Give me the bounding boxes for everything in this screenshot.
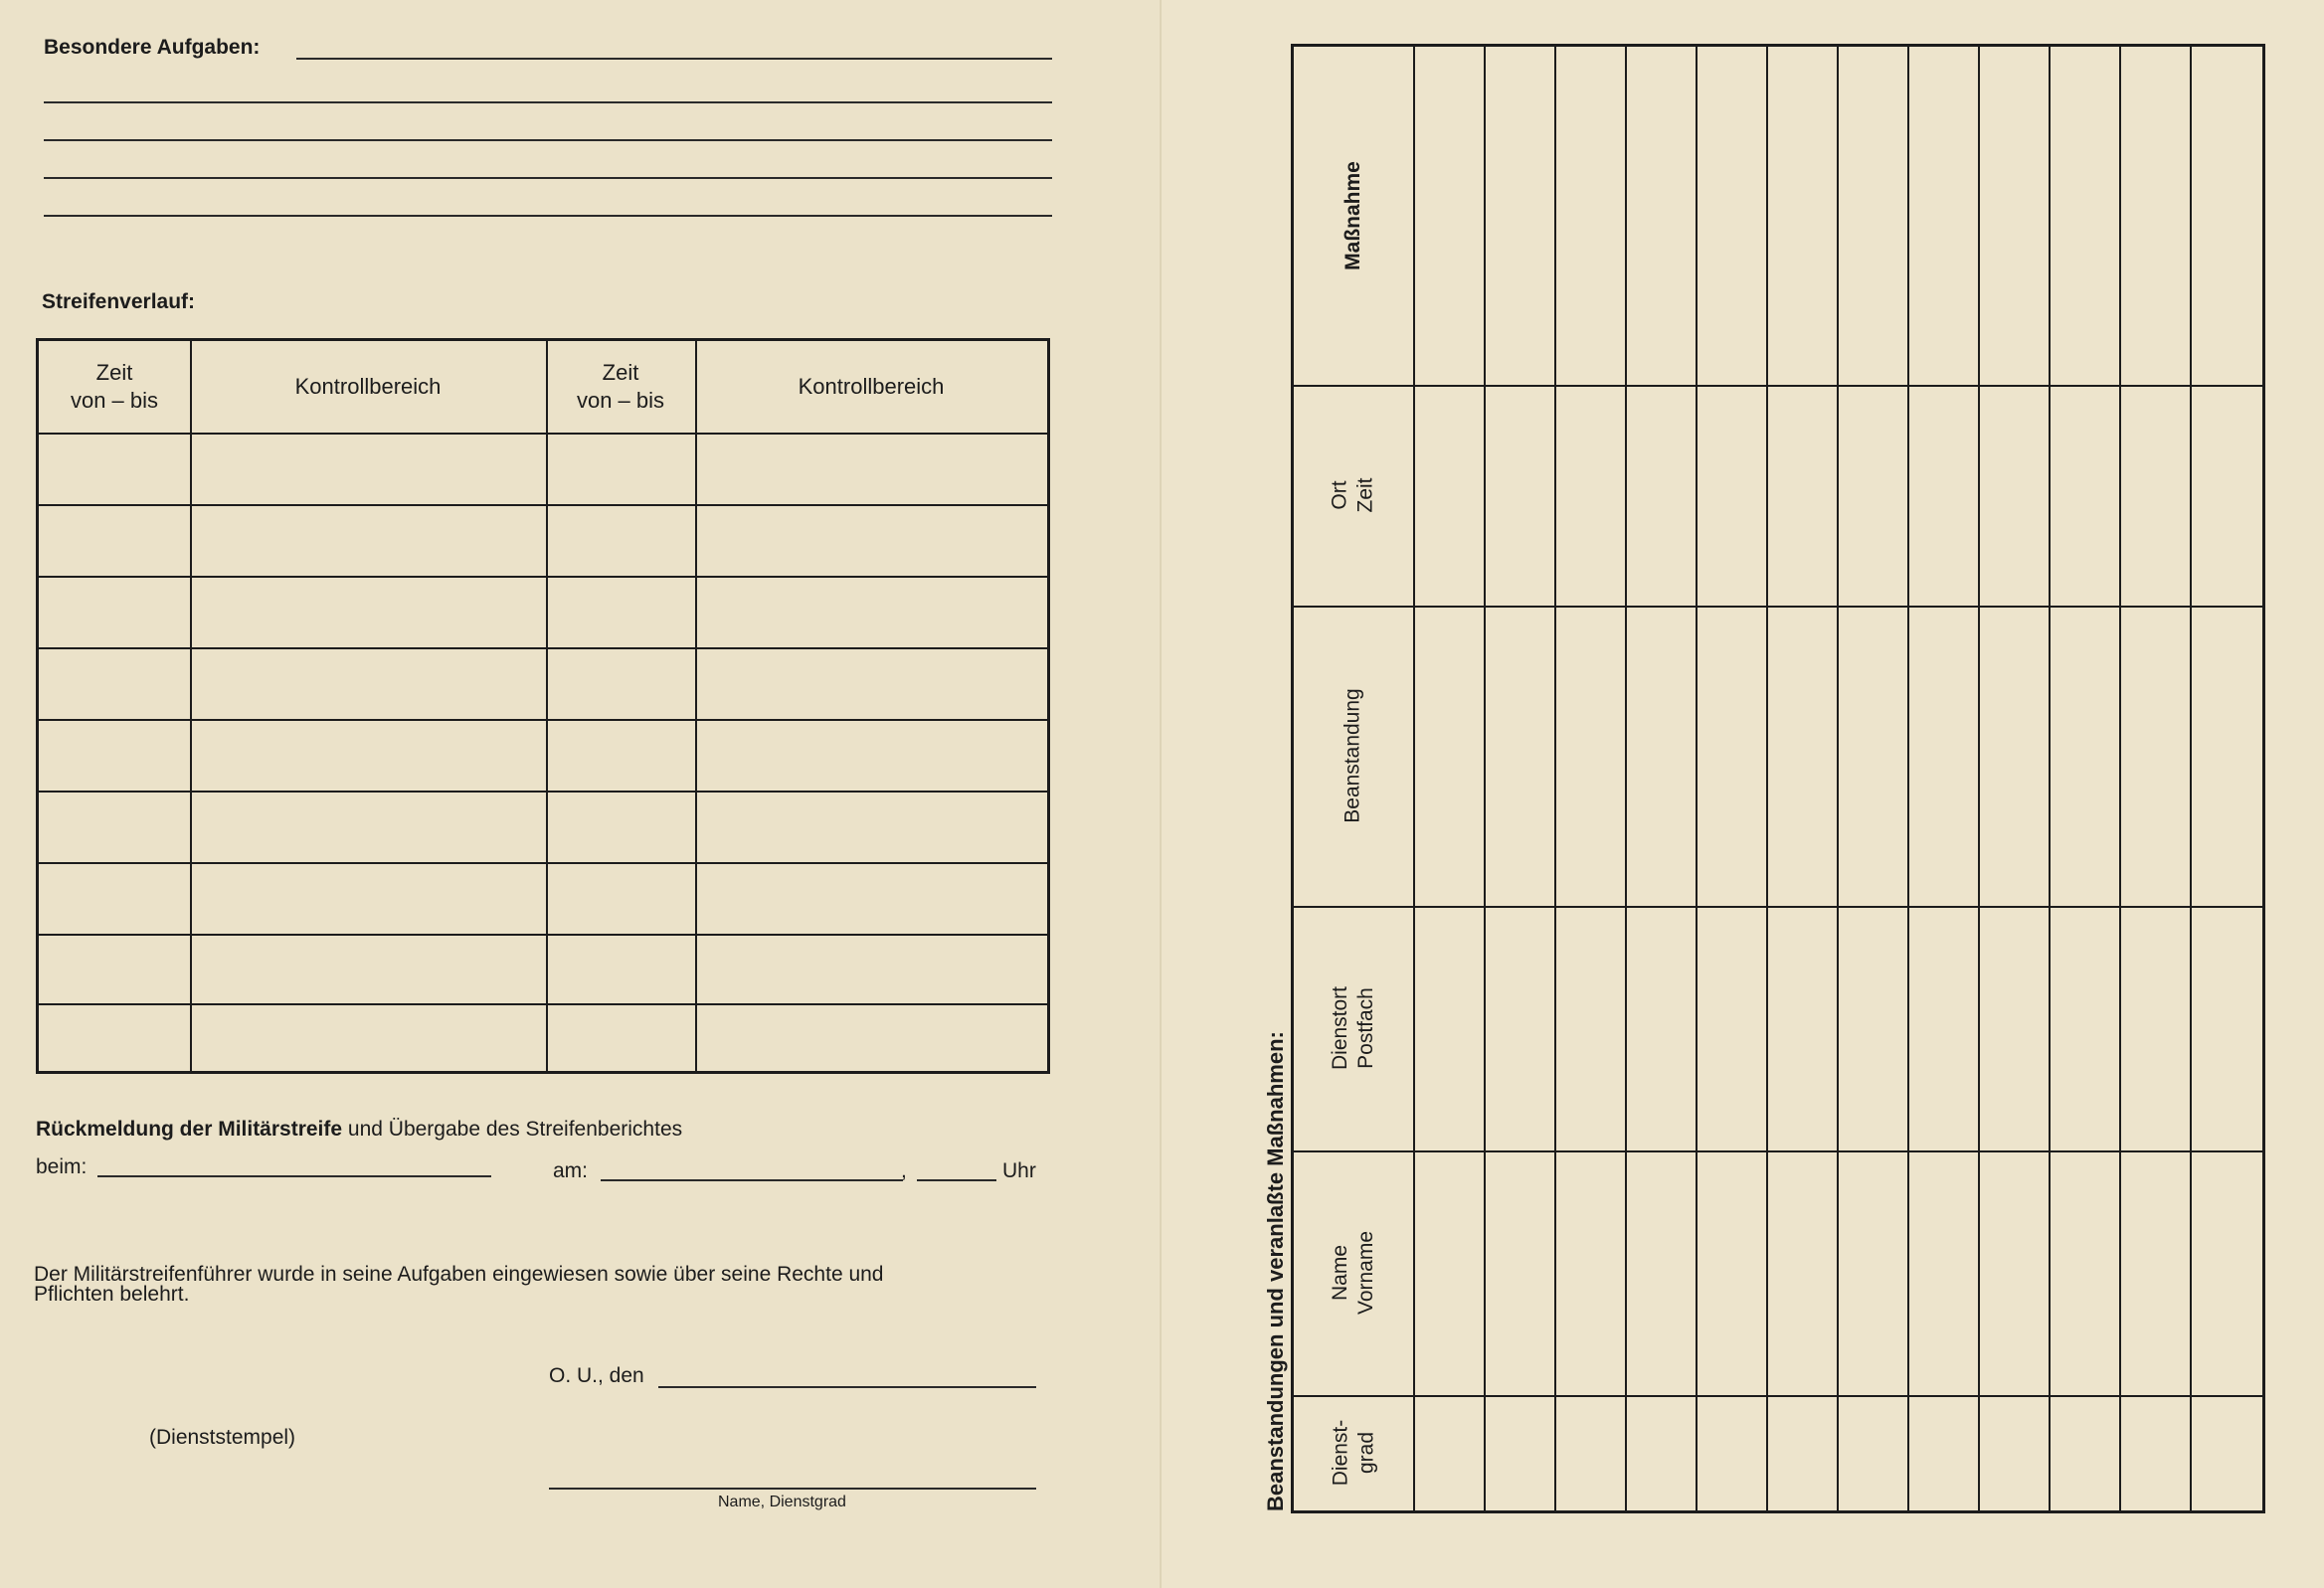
measures-col-divider <box>1766 47 1768 1510</box>
signature-line[interactable] <box>549 1488 1036 1490</box>
report-heading: Rückmeldung der Militärstreife und Übergabe des Streifenberichtes <box>36 1118 683 1141</box>
header-measure: Maßnahme <box>1341 161 1364 270</box>
header-name: Name Vorname <box>1329 1230 1377 1316</box>
signature-caption: Name, Dienstgrad <box>718 1494 846 1510</box>
measures-section-rule <box>1294 385 2262 387</box>
header-place-time: Ort Zeit <box>1328 477 1377 513</box>
route-col-divider-3 <box>695 341 697 1071</box>
route-row-rule <box>39 719 1047 721</box>
header-complaint: Beanstandung <box>1341 688 1364 823</box>
header-time-2: Zeit von – bis <box>576 360 665 413</box>
header-rank: Dienst- grad <box>1329 1419 1377 1487</box>
measures-col-divider <box>1837 47 1839 1510</box>
measures-section-rule <box>1294 1395 2262 1397</box>
route-row-rule <box>39 1003 1047 1005</box>
measures-table <box>1291 44 2265 1513</box>
measures-col-divider <box>1696 47 1698 1510</box>
route-row-rule <box>39 504 1047 506</box>
beim-label: beim: <box>36 1155 88 1178</box>
special-tasks-line-4[interactable] <box>44 177 1052 179</box>
route-col-divider-1 <box>190 341 192 1071</box>
measures-col-divider <box>1625 47 1627 1510</box>
route-header-rule <box>39 433 1047 435</box>
measures-col-divider <box>2119 47 2121 1510</box>
am-date-line[interactable] <box>601 1179 903 1181</box>
route-row-rule <box>39 647 1047 649</box>
am-label: am: <box>553 1159 589 1182</box>
measures-col-divider <box>2190 47 2192 1510</box>
route-row-rule <box>39 576 1047 578</box>
uhr-label: Uhr <box>1002 1159 1036 1182</box>
measures-col-divider <box>1907 47 1909 1510</box>
special-tasks-line-5[interactable] <box>44 215 1052 217</box>
place-date-line[interactable] <box>658 1386 1036 1388</box>
header-time-1: Zeit von – bis <box>70 360 159 413</box>
measures-col-divider <box>2049 47 2051 1510</box>
route-row-rule <box>39 934 1047 936</box>
measures-col-divider <box>1978 47 1980 1510</box>
beim-input-line[interactable] <box>97 1175 491 1177</box>
route-row-rule <box>39 862 1047 864</box>
special-tasks-line-1[interactable] <box>296 58 1052 60</box>
time-input-line[interactable] <box>917 1179 996 1181</box>
stamp-label: (Dienststempel) <box>149 1426 296 1449</box>
measures-col-divider <box>1554 47 1556 1510</box>
special-tasks-line-2[interactable] <box>44 101 1052 103</box>
comma: , <box>901 1159 907 1182</box>
instruction-line-2: Pflichten belehrt. <box>34 1283 190 1306</box>
measures-section-rule <box>1294 1150 2262 1152</box>
special-tasks-label: Besondere Aufgaben: <box>44 36 261 59</box>
route-row-rule <box>39 791 1047 793</box>
measures-title: Beanstandungen und veranlaßte Maßnahmen: <box>1263 1031 1288 1511</box>
measures-section-rule <box>1294 606 2262 608</box>
measures-section-rule <box>1294 906 2262 908</box>
route-table <box>36 338 1050 1074</box>
place-date-label: O. U., den <box>549 1364 644 1387</box>
route-col-divider-2 <box>546 341 548 1071</box>
header-control-area-2: Kontrollbereich <box>798 374 945 399</box>
measures-col-divider <box>1484 47 1486 1510</box>
instruction-line-1: Der Militärstreifenführer wurde in seine Aufgaben eingewiesen sowie über seine Rechte und <box>34 1263 884 1286</box>
measures-col-divider <box>1413 47 1415 1510</box>
special-tasks-line-3[interactable] <box>44 139 1052 141</box>
header-duty-station: Dienstort Postfach <box>1329 985 1377 1071</box>
route-label: Streifenverlauf: <box>42 290 196 313</box>
header-control-area-1: Kontrollbereich <box>294 374 442 399</box>
